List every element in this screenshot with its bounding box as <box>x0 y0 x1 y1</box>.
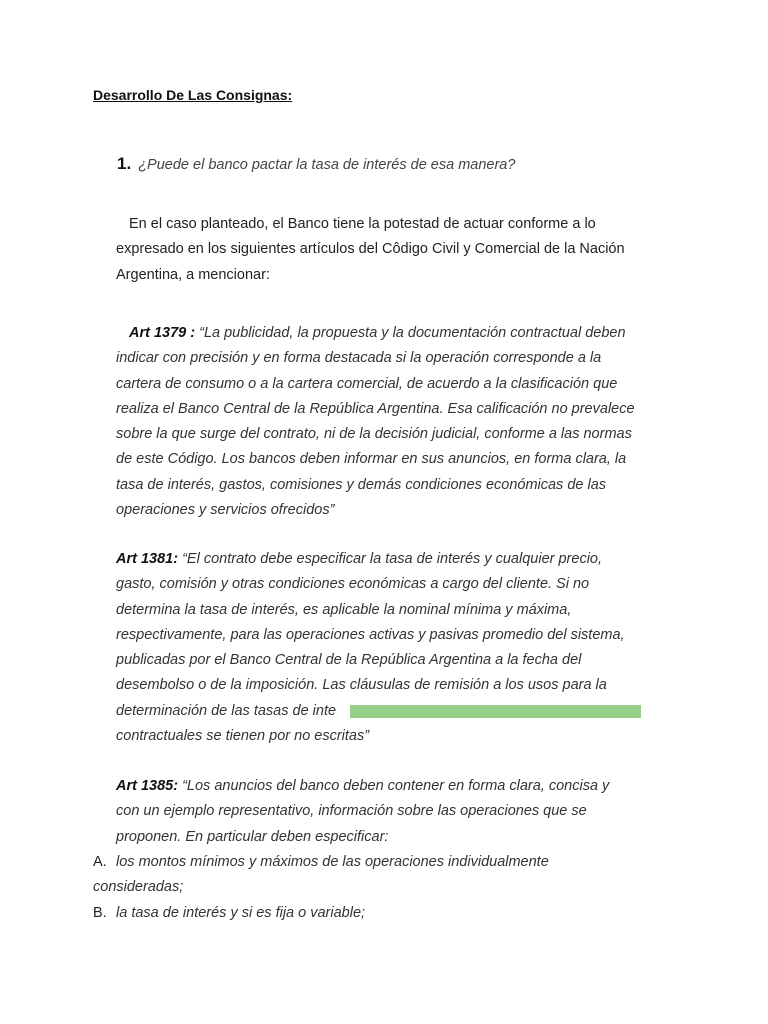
paragraph-line: determina la tasa de interés, es aplicable la nominal mínima y máxima, <box>116 601 572 618</box>
paragraph-line: tasa de interés, gastos, comisiones y demás condiciones económicas de las <box>116 476 607 493</box>
paragraph-line: “La publicidad, la propuesta y la documentación contractual deben <box>195 325 626 341</box>
article-label: Art 1379 : <box>129 325 196 341</box>
text-highlight <box>350 705 641 718</box>
list-item-b <box>93 901 693 926</box>
question-number: 1. <box>117 154 132 173</box>
paragraph-line: “El contrato debe especificar la tasa de interés y cualquier precio, <box>178 551 603 567</box>
paragraph-line: contractuales se tienen por no escritas” <box>116 728 370 745</box>
list-item-text: la tasa de interés y si es fija o variable; <box>116 905 366 921</box>
paragraph-line: “Los anuncios del banco deben contener en forma clara, concisa y <box>178 778 610 794</box>
paragraph-line: Argentina, a mencionar: <box>116 266 270 283</box>
paragraph-line: proponen. En particular deben especificar: <box>116 828 389 845</box>
paragraph-line: publicadas por el Banco Central de la República Argentina a la fecha del <box>116 652 582 669</box>
paragraph-line: expresado en los siguientes artículos del Côdigo Civil y Comercial de la Nación <box>116 241 625 258</box>
list-item-a <box>93 850 693 901</box>
paragraph-line: determinación de las tasas de inte <box>116 702 337 719</box>
intro-paragraph <box>116 212 676 288</box>
list-item-label: B. <box>93 905 107 921</box>
paragraph-line: En el caso planteado, el Banco tiene la potestad de actuar conforme a lo <box>129 216 596 232</box>
article-1381 <box>116 547 676 749</box>
article-label: Art 1385: <box>116 778 179 794</box>
paragraph-line: respectivamente, para las operaciones activas y pasivas promedio del sistema, <box>116 626 625 643</box>
paragraph-line: de este Código. Los bancos deben informar en sus anuncios, en forma clara, la <box>116 451 627 468</box>
article-label: Art 1381: <box>116 551 179 567</box>
paragraph-line: con un ejemplo representativo, información sobre las operaciones que se <box>116 803 587 820</box>
paragraph-line: operaciones y servicios ofrecidos” <box>116 502 335 519</box>
paragraph-line: sobre la que surge del contrato, ni de la decisión judicial, conforme a las normas <box>116 426 632 443</box>
page-title: Desarrollo De Las Consignas: <box>93 87 293 103</box>
question-1 <box>117 154 515 174</box>
article-1385 <box>116 774 676 850</box>
paragraph-line: realiza el Banco Central de la República Argentina. Esa calificación no prevalece <box>116 400 635 417</box>
list-item-text: los montos mínimos y máximos de las operaciones individualmente <box>116 854 549 870</box>
paragraph-line: cartera de consumo o a la cartera comercial, de acuerdo a la clasificación que <box>116 375 618 392</box>
question-text: ¿Puede el banco pactar la tasa de interés de esa manera? <box>138 157 516 173</box>
list-item-text: consideradas; <box>93 879 184 896</box>
paragraph-line: indicar con precisión y en forma destacada si la operación corresponde a la <box>116 350 602 367</box>
paragraph-line: desembolso o de la imposición. Las cláusulas de remisión a los usos para la <box>116 677 607 694</box>
paragraph-line: gasto, comisión y otras condiciones económicas a cargo del cliente. Si no <box>116 576 590 593</box>
list-item-label: A. <box>93 854 107 870</box>
article-1379 <box>116 321 676 523</box>
